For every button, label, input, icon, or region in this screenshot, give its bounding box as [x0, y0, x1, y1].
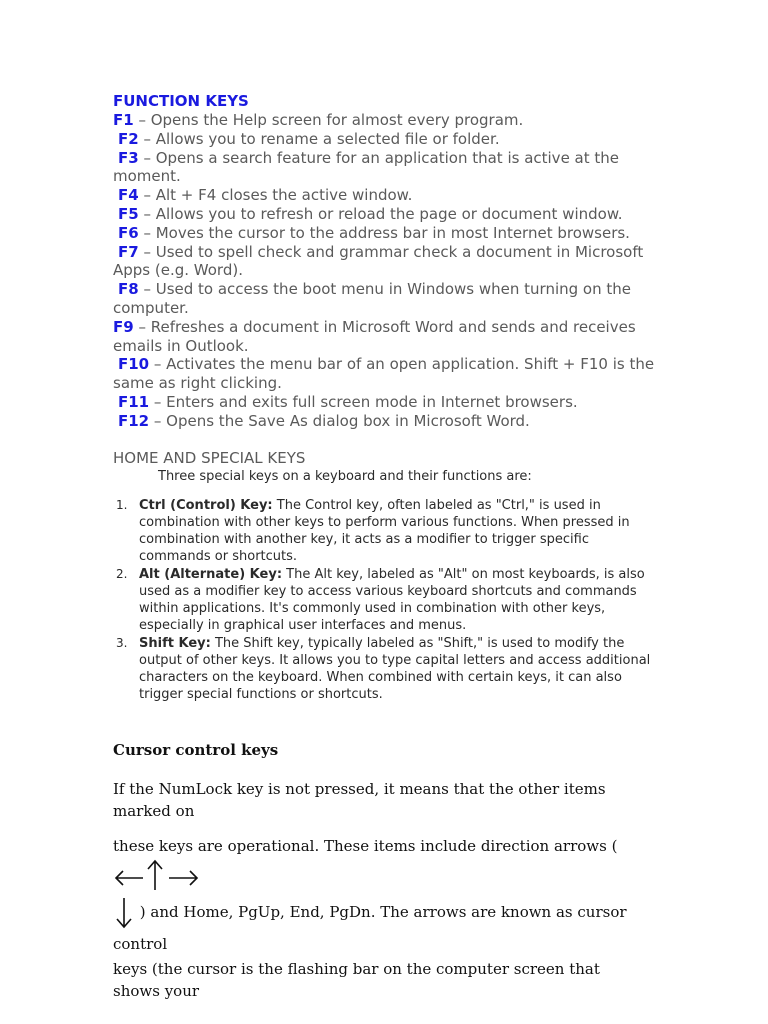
function-key-label: F11 — [118, 392, 150, 411]
cursor-line-4: keys (the cursor is the flashing bar on the computer screen that shows your — [113, 959, 600, 1000]
function-key-item — [113, 355, 658, 393]
function-key-label: F2 — [118, 129, 139, 148]
special-key-item — [113, 497, 658, 565]
special-keys-list — [113, 497, 658, 703]
function-key-description: – Enters and exits full screen mode in Internet browsers. — [149, 392, 578, 411]
list-number: 2. — [116, 566, 128, 581]
down-arrow-icon — [113, 896, 135, 930]
function-key-description: – Refreshes a document in Microsoft Word and sends and receives emails in Outlook. — [113, 317, 636, 355]
cursor-line-3-text: ) and Home, PgUp, End, PgDn. The arrows are known as cursor control — [113, 902, 627, 953]
cursor-line-2 — [113, 834, 643, 894]
direction-arrows-icon — [113, 858, 199, 894]
function-key-item — [113, 393, 658, 412]
function-key-label: F6 — [118, 223, 139, 242]
special-key-item — [113, 635, 658, 703]
function-key-description: – Opens a search feature for an application that is active at the moment. — [113, 148, 620, 186]
function-key-item — [113, 224, 658, 243]
cursor-paragraph — [113, 778, 643, 1002]
special-key-term: Shift Key: — [139, 635, 211, 651]
function-key-label: F1 — [113, 111, 134, 129]
function-key-item — [113, 186, 658, 205]
cursor-line-3 — [113, 896, 643, 958]
function-key-label: F5 — [118, 204, 139, 223]
home-special-intro: Three special keys on a keyboard and their functions are: — [158, 468, 532, 484]
function-key-description: – Activates the menu bar of an open application. Shift + F10 is the same as right clicking. — [113, 355, 655, 393]
function-key-label: F12 — [118, 411, 150, 430]
function-key-label: F3 — [118, 148, 139, 167]
function-key-item — [113, 412, 658, 431]
home-special-title: HOME AND SPECIAL KEYS — [113, 448, 306, 467]
function-key-description: – Allows you to rename a selected file or folder. — [138, 129, 500, 148]
function-key-item — [113, 130, 658, 149]
function-key-description: – Allows you to refresh or reload the page or document window. — [138, 204, 623, 223]
function-key-description: – Opens the Save As dialog box in Microsoft Word. — [149, 411, 530, 430]
special-key-description: The Control key, often labeled as "Ctrl," is used in combination with other keys to perform various functions. When pressed in combination with another key, it acts as a modifier to trigger specific commands or shortcuts. — [139, 497, 630, 564]
function-key-item — [113, 205, 658, 224]
special-key-description: The Shift key, typically labeled as "Shift," is used to modify the output of other keys. It allows you to type capital letters and access additional characters on the keyboard. When combined with certain keys, it can also trigger special functions or shortcuts. — [139, 635, 651, 702]
function-key-description: – Used to access the boot menu in Windows when turning on the computer. — [113, 280, 631, 317]
special-key-term: Alt (Alternate) Key: — [139, 566, 283, 582]
special-key-term: Ctrl (Control) Key: — [139, 497, 273, 513]
function-key-item — [113, 318, 658, 356]
function-key-label: F9 — [113, 317, 134, 336]
function-keys-list — [113, 111, 658, 431]
function-key-item — [113, 280, 658, 318]
function-key-description: – Used to spell check and grammar check a document in Microsoft Apps (e.g. Word). — [113, 242, 644, 280]
function-keys-title: FUNCTION KEYS — [113, 92, 249, 110]
function-key-item — [113, 111, 658, 130]
document-page — [113, 92, 658, 1002]
function-key-label: F10 — [118, 355, 150, 374]
function-key-label: F8 — [118, 280, 139, 299]
function-key-label: F4 — [118, 186, 139, 205]
special-key-description: The Alt key, labeled as "Alt" on most keyboards, is also used as a modifier key to access various keyboard shortcuts and commands within applications. It's commonly used in combination with other keys, especially in graphical user interfaces and menus. — [139, 566, 645, 633]
function-key-item — [113, 149, 658, 187]
function-key-description: – Alt + F4 closes the active window. — [138, 186, 413, 205]
cursor-line-1: If the NumLock key is not pressed, it means that the other items marked on — [113, 779, 606, 820]
function-key-description: – Opens the Help screen for almost every program. — [133, 111, 524, 129]
special-key-item — [113, 566, 658, 634]
cursor-section-title: Cursor control keys — [113, 740, 279, 759]
list-number: 3. — [116, 635, 128, 650]
cursor-line-2-text: these keys are operational. These items include direction arrows ( — [113, 836, 618, 855]
function-key-item — [113, 243, 658, 281]
list-number: 1. — [116, 497, 128, 512]
function-key-label: F7 — [118, 242, 139, 261]
function-key-description: – Moves the cursor to the address bar in most Internet browsers. — [138, 223, 630, 242]
